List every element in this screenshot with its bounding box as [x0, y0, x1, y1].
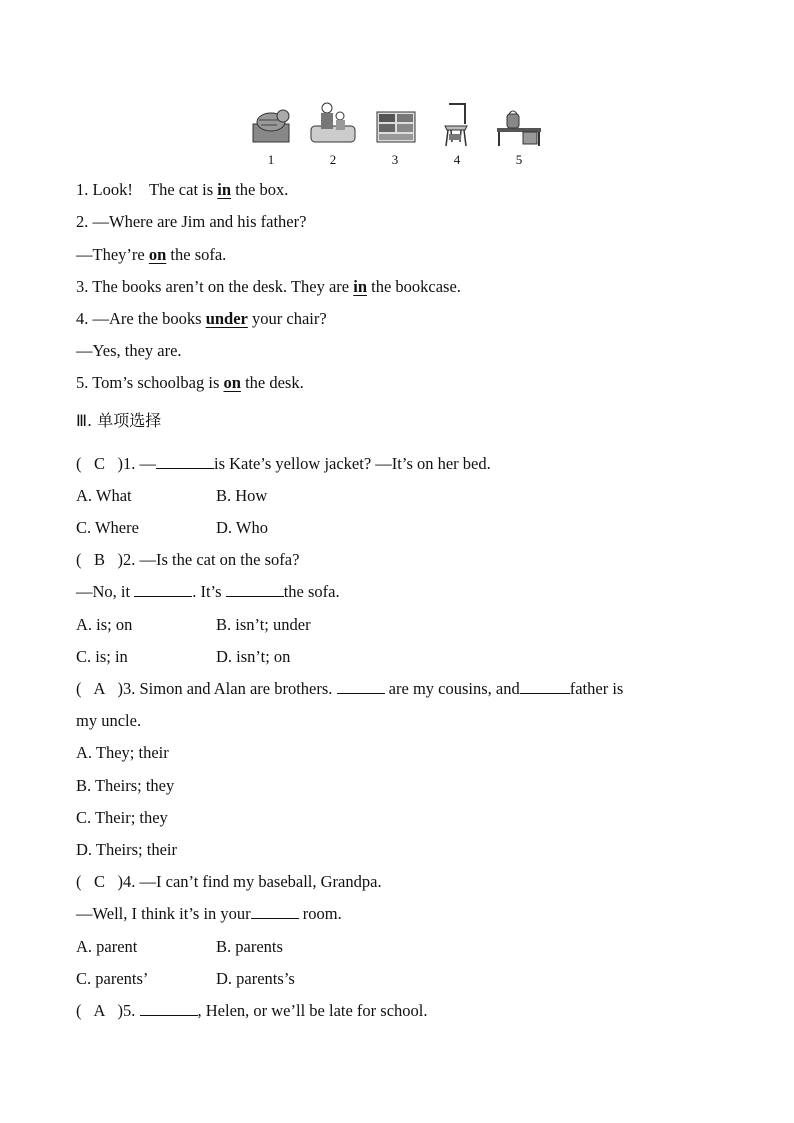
fill-in-line-5: 5. Tom’s schoolbag is on the desk. [76, 373, 304, 392]
question-2-line2: —No, it . It’s the sofa. [76, 582, 340, 601]
fill-in-line-2b: —They’re on the sofa. [76, 245, 227, 264]
question-3-option-a: A. They; their [76, 743, 169, 762]
answer-letter: A [93, 679, 106, 698]
question-3-option-c: C. Their; they [76, 808, 168, 827]
question-3-continuation: my uncle. [76, 711, 142, 730]
question-3-option-d: D. Theirs; their [76, 840, 177, 859]
fill-in-line-2: 2. —Where are Jim and his father? [76, 212, 307, 231]
question-4-options-row1: A. parent B. parents [76, 937, 283, 956]
answer-letter: B [93, 550, 105, 569]
answer-letter: C [93, 872, 105, 891]
question-2-options-row1: A. is; on B. isn’t; under [76, 615, 311, 634]
question-1-stem: ( C )1. — is Kate’s yellow jacket? —It’s on her bed. [76, 454, 491, 473]
question-2-options-row2: C. is; in D. isn’t; on [76, 647, 291, 666]
question-4-line2: —Well, I think it’s in your room. [76, 904, 342, 923]
question-3-stem: ( A )3. Simon and Alan are brothers. are my cousins, and father is [76, 679, 624, 698]
answer-word: on [223, 373, 241, 392]
question-2-stem: ( B )2. —Is the cat on the sofa? [76, 550, 300, 569]
fill-in-line-4b: —Yes, they are. [76, 341, 182, 360]
question-3-option-b: B. Theirs; they [76, 776, 175, 795]
question-5-stem: ( A )5. , Helen, or we’ll be late for school. [76, 1001, 428, 1020]
question-4-options-row2: C. parents’ D. parents’s [76, 969, 295, 988]
answer-letter: A [93, 1001, 106, 1020]
picture-number: 1 [267, 152, 275, 167]
question-1-options-row1: A. What B. How [76, 486, 268, 505]
question-4-stem: ( C )4. —I can’t find my baseball, Grandpa. [76, 872, 382, 891]
fill-in-line-4: 4. —Are the books under your chair? [76, 309, 327, 328]
answer-word: in [217, 180, 232, 199]
answer-word: in [353, 277, 367, 296]
picture-number: 5 [515, 152, 523, 167]
fill-in-line-1: 1. Look! The cat is in the box. [76, 180, 289, 199]
question-1-options-row2: C. Where D. Who [76, 518, 268, 537]
picture-number: 3 [391, 152, 399, 167]
bookcase-icon [369, 98, 421, 150]
fill-in-line-3: 3. The books aren’t on the desk. They are in the bookcase. [76, 277, 461, 296]
picture-number: 2 [329, 152, 337, 167]
answer-letter: C [93, 454, 105, 473]
answer-word: on [148, 245, 167, 264]
picture-number: 4 [453, 152, 461, 167]
desk-schoolbag-icon [493, 98, 545, 150]
cat-in-box-icon [245, 98, 297, 150]
section-title: Ⅲ. 单项选择 [76, 411, 162, 430]
chair-icon [431, 98, 483, 150]
father-son-sofa-icon [307, 98, 359, 150]
picture-row [245, 98, 555, 170]
answer-word: under [205, 309, 248, 328]
